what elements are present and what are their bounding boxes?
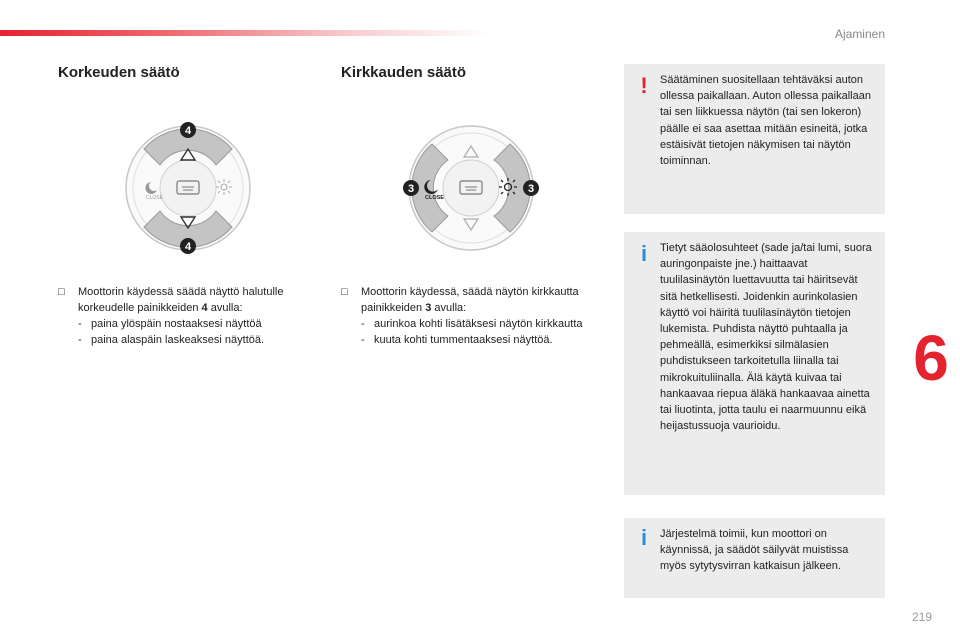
- height-control-diagram: [118, 120, 258, 256]
- checkbox-icon: □: [58, 286, 65, 298]
- chapter-tab: [902, 322, 960, 394]
- info-note-visibility: [624, 232, 885, 495]
- info-text: Tietyt sääolosuhteet (sade ja/tai lumi, suora auringonpaiste jne.) haittaavat tuulilasinäytön luettavuutta tai häiritsevät sitä hetkellisesti. Joidenkin aurinkolasien käyttö voi häiritä tuulilasinäytön tietojen lukemista. Puhdista näyttö puhtaalla ja pehmeällä, esimerkiksi silmälasien puhdistukseen tarkoitetulla liinalla tai mikrokuituliinalla. Älä käytä kuivaa tai hankaavaa riepua äläkä hankaavaa ainetta tai liuotinta, jotta taulu ei naarmuunnu eikä heijastussuoja vaurioidu.: [660, 242, 872, 433]
- brightness-control-diagram: [400, 120, 542, 256]
- header-accent-bar: [0, 30, 490, 36]
- brightness-instructions: □ Moottorin käydessä, säädä näytön kirkkautta painikkeiden 3 avulla: - aurinkoa kohti lisätäksesi näytön kirkkautta - kuuta kohti tummentaaksesi näyttöä.: [341, 284, 591, 348]
- close-label: CLOSE: [425, 195, 444, 201]
- chapter-number: 6: [913, 322, 949, 394]
- section-title: Ajaminen: [834, 27, 885, 41]
- list-item: kuuta kohti tummentaaksesi näyttöä.: [374, 334, 553, 346]
- info-icon: i: [640, 525, 648, 550]
- info-text: Järjestelmä toimii, kun moottori on käynnissä, ja säädöt säilyvät muistissa myös sytytysvirran katkaisun jälkeen.: [660, 528, 849, 573]
- page-number: 219: [911, 610, 932, 624]
- warning-note: [624, 64, 885, 214]
- close-label: CLOSE: [146, 195, 163, 201]
- brightness-intro: Moottorin käydessä, säädä näytön kirkkautta painikkeiden 3 avulla:: [361, 286, 579, 314]
- height-adjust-title: Korkeuden säätö: [58, 64, 180, 81]
- callout-bottom: 4: [184, 241, 192, 253]
- checkbox-icon: □: [341, 286, 348, 298]
- list-item: aurinkoa kohti lisätäksesi näytön kirkkautta: [374, 318, 583, 330]
- warning-icon: !: [640, 73, 648, 98]
- height-instructions: □ Moottorin käydessä säädä näyttö halutulle korkeudelle painikkeiden 4 avulla: - paina ylöspäin nostaaksesi näyttöä - paina alaspäin laskeaksesi näyttöä.: [58, 284, 320, 348]
- callout-left: 3: [407, 183, 415, 195]
- list-item: paina alaspäin laskeaksesi näyttöä.: [91, 334, 265, 346]
- brightness-adjust-title: Kirkkauden säätö: [341, 64, 467, 81]
- callout-right: 3: [527, 183, 535, 195]
- info-note-memory: [624, 518, 885, 598]
- height-intro: Moottorin käydessä säädä näyttö halutulle korkeudelle painikkeiden 4 avulla:: [78, 286, 284, 314]
- callout-top: 4: [184, 125, 192, 137]
- info-icon: i: [640, 241, 648, 266]
- list-item: paina ylöspäin nostaaksesi näyttöä: [91, 318, 262, 330]
- warning-text: Säätäminen suositellaan tehtäväksi auton ollessa paikallaan. Auton ollessa paikallaan tai sen liikkuessa näytön (tai sen lokeron) päälle ei saa asettaa mitään esineitä, jotka estäisivät tietojen näkymisen tai näytön toiminnan.: [660, 74, 871, 168]
